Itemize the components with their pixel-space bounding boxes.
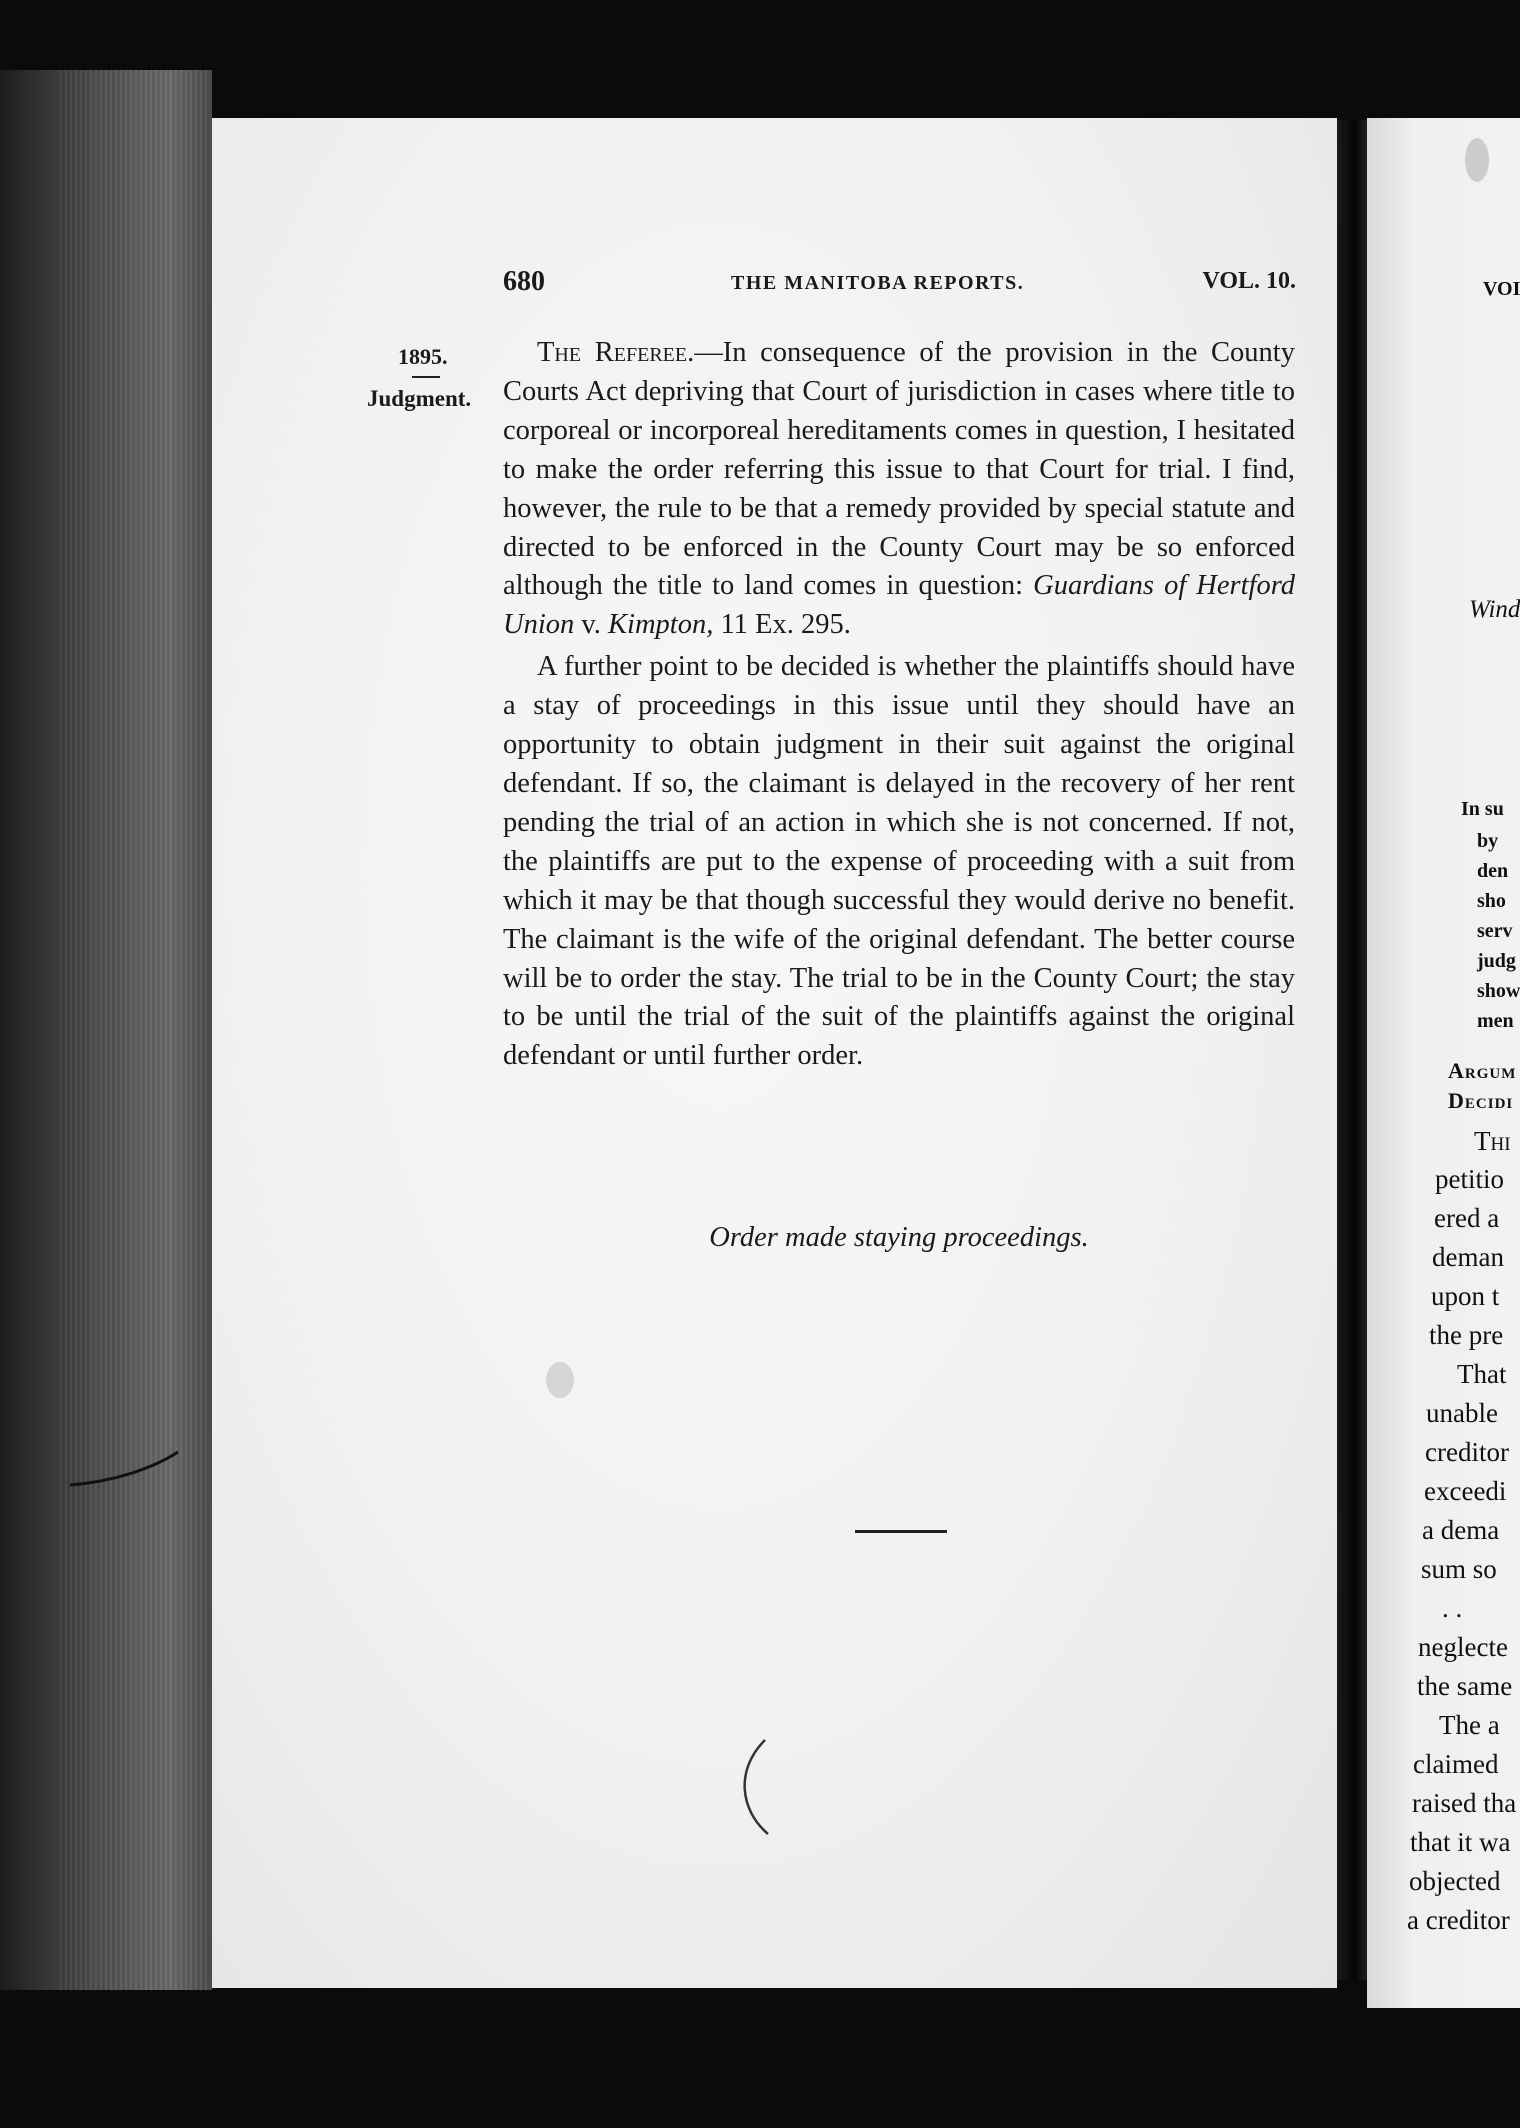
next-page-line: show [1477,980,1520,1002]
paragraph-text: —In consequence of the provision in the County Courts Act depriving that Court of jurisdiction in cases where title to corporeal or incorporeal hereditaments comes in question, I hesitated to make the order referring this issue to that Court for trial. I find, however, the rule to be that a remedy provided by special statute and directed to be enforced in the County Court may be so enforced although the title to land comes in question: [503,337,1295,602]
pencil-arc [745,1740,768,1834]
next-page-line: petitio [1435,1164,1504,1194]
next-page-line: In su [1461,798,1504,820]
margin-label: Judgment. [367,386,472,411]
next-page-line: a creditor [1407,1905,1510,1935]
next-page-head: VOI [1483,278,1520,300]
smudge [546,1362,574,1398]
next-page-line: a dema [1422,1515,1500,1545]
volume-label: VOL. 10. [1202,268,1296,294]
next-page-line: That [1457,1359,1507,1389]
next-page-line: the pre [1429,1320,1504,1350]
next-page-line: sho [1477,890,1506,912]
next-page-line: Argum [1448,1058,1517,1083]
next-page-line: unable [1426,1398,1498,1428]
next-page-line: raised tha [1412,1788,1517,1818]
next-page-line: . . [1442,1593,1463,1623]
smudge [1465,138,1489,182]
speaker-label: The Referee. [537,337,695,368]
next-page-line: Wind [1469,596,1520,623]
next-page-line: serv [1477,920,1513,942]
next-page-line: neglecte [1418,1632,1508,1662]
next-page-line: creditor [1425,1437,1509,1467]
versus: v. [574,609,609,641]
case-name-defendant: Kimpton, [608,609,714,641]
next-page-line: objected [1409,1866,1501,1896]
case-name: Guardians of Hertford Union [503,570,1295,641]
order-line: Order made staying proceedings. [709,1222,1089,1253]
next-page-line: sum so [1421,1554,1497,1584]
next-page-line: exceedi [1424,1476,1507,1506]
next-page-line: upon t [1431,1281,1500,1311]
next-page-line: by [1477,830,1499,852]
next-page-line: ered a [1434,1203,1500,1233]
next-page-line: deman [1432,1242,1504,1272]
pencil-stroke [70,1452,178,1485]
running-head-title: THE MANITOBA REPORTS. [731,272,1025,294]
next-page-line: judg [1477,950,1516,972]
margin-year: 1895. [398,344,448,369]
citation: 11 Ex. 295. [713,609,851,641]
next-page-line: den [1477,860,1509,882]
paragraph-stay: A further point to be decided is whether the plaintiffs should have a stay of proceedings in this issue until they should have an opportunity to obtain judgment in their suit against the original defendant. If so, the claimant is delayed in the recovery of her rent pending the trial of an action in which she is not concerned. If not, the plaintiffs are put to the expense of proceeding with a suit from which it may be that though successful they would derive no benefit. The claimant is the wife of the original defendant. The better course will be to order the stay. The trial to be in the County Court; the stay to be until the trial of the suit of the plaintiffs against the original defendant or until further order. [503,651,1295,1072]
page-number: 680 [503,266,545,297]
next-page-line: the same [1417,1671,1513,1701]
next-page-line: Thi [1474,1126,1511,1156]
next-page-line: men [1477,1010,1514,1032]
next-page-line: The a [1439,1710,1500,1740]
next-page-line: that it wa [1410,1827,1511,1857]
next-page-line: claimed [1413,1749,1499,1779]
next-page-line: Decidi [1448,1088,1514,1113]
